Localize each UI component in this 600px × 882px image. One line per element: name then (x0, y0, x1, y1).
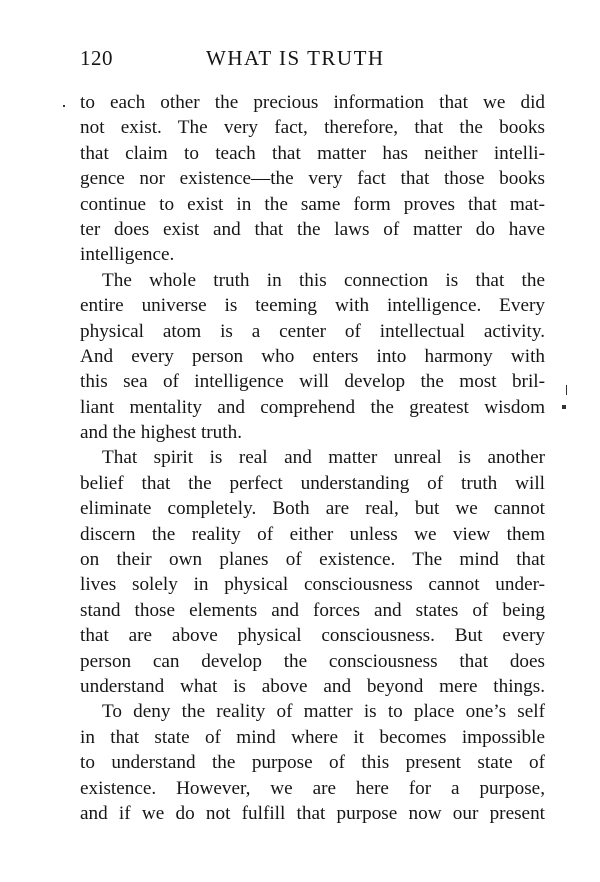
text-line: That spirit is real and matter unreal is another (102, 447, 545, 469)
scan-mark (562, 405, 566, 409)
text-line: The whole truth in this connection is that the (102, 269, 545, 291)
text-line: liant mentality and comprehend the greatest wisdom (80, 396, 545, 418)
text-line: belief that the perfect understanding of truth will (80, 472, 545, 494)
text-line: person can develop the consciousness that does (80, 650, 545, 672)
page-body-text (80, 90, 545, 826)
text-line: existence. However, we are here for a purpose, (80, 777, 545, 799)
text-line: To deny the reality of matter is to place one’s self (102, 701, 545, 723)
scan-mark (566, 385, 567, 395)
running-head: WHAT IS TRUTH (206, 46, 385, 70)
scan-mark (63, 105, 65, 107)
text-line: discern the reality of either unless we view them (80, 523, 545, 545)
text-line: continue to exist in the same form proves that mat- (80, 193, 545, 215)
text-line: that claim to teach that matter has neither intelli- (80, 142, 545, 164)
text-line: that are above physical consciousness. But every (80, 625, 545, 647)
text-line: to each other the precious information that we did (80, 92, 545, 113)
text-line: in that state of mind where it becomes impossible (80, 726, 545, 748)
text-line: not exist. The very fact, therefore, that the books (80, 117, 545, 139)
text-line: And every person who enters into harmony with (80, 345, 545, 367)
text-line: and the highest truth. (80, 422, 242, 444)
text-line: ter does exist and that the laws of matter do have (80, 218, 545, 240)
text-line: lives solely in physical consciousness cannot under- (80, 574, 545, 596)
text-line: gence nor existence—the very fact that those books (80, 168, 545, 190)
text-line: to understand the purpose of this present state of (80, 752, 545, 774)
text-line: and if we do not fulfill that purpose now our present (80, 802, 545, 824)
text-line: entire universe is teeming with intelligence. Every (80, 295, 545, 317)
text-line: on their own planes of existence. The mind that (80, 549, 545, 571)
text-line: this sea of intelligence will develop the most bril- (80, 371, 545, 393)
text-line: intelligence. (80, 244, 175, 266)
text-line: stand those elements and forces and states of being (80, 599, 545, 621)
text-line: understand what is above and beyond mere things. (80, 675, 545, 697)
text-line: eliminate completely. Both are real, but we cannot (80, 498, 545, 520)
text-line: physical atom is a center of intellectual activity. (80, 320, 545, 342)
page-number: 120 (80, 46, 113, 70)
